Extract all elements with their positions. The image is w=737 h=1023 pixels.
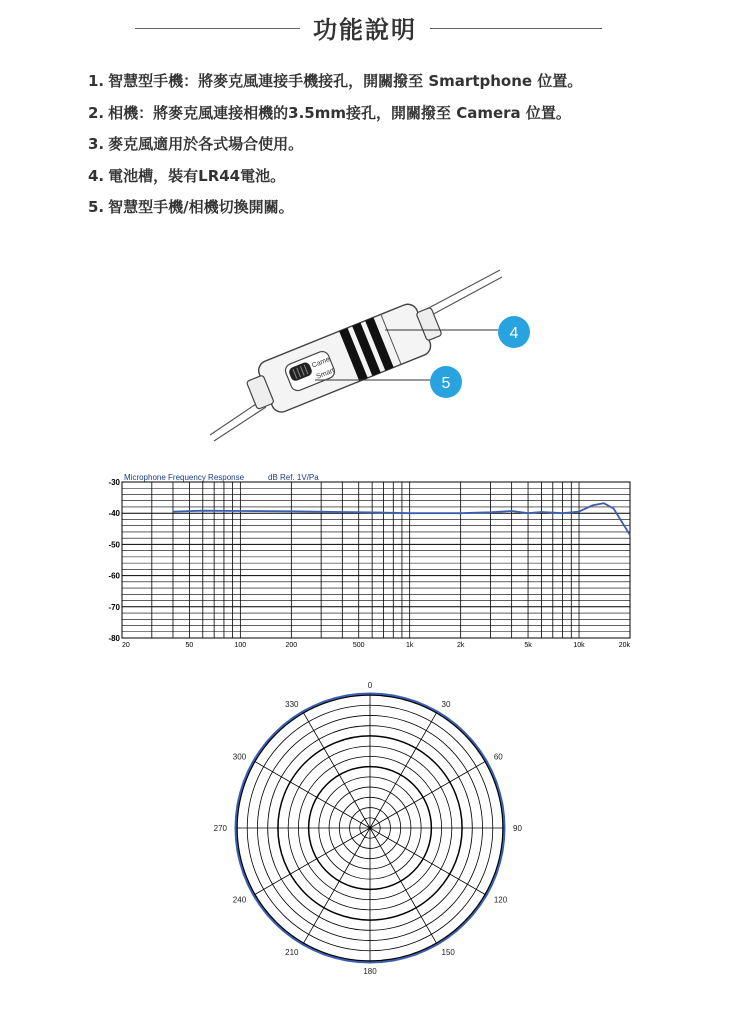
feature-text: 智慧型手機/相機切換開關。 xyxy=(108,198,294,216)
feature-item xyxy=(88,129,708,161)
y-tick-label: -50 xyxy=(108,540,120,550)
polar-angle-label: 150 xyxy=(441,947,455,957)
polar-spoke xyxy=(370,762,485,829)
feature-text: 電池槽，裝有LR44電池。 xyxy=(108,166,286,185)
page-title: 功能說明 xyxy=(313,16,417,44)
feature-item xyxy=(88,192,708,224)
polar-angle-label: 120 xyxy=(493,895,508,905)
x-tick-label: 5k xyxy=(524,642,532,649)
polar-spoke xyxy=(255,762,370,829)
feature-text: 相機：將麥克風連接相機的3.5mm接孔，開關撥至 Camera 位置。 xyxy=(108,103,571,122)
feature-number: 4. xyxy=(88,166,105,185)
feature-number: 3. xyxy=(88,135,105,153)
y-tick-label: -80 xyxy=(108,634,120,643)
feature-number: 5. xyxy=(88,198,105,216)
polar-spoke xyxy=(304,828,371,943)
switch-label-smartphone: Smart xyxy=(315,367,336,381)
polar-spoke xyxy=(370,828,437,943)
polar-angle-label: 60 xyxy=(493,752,503,762)
polar-grid xyxy=(237,695,503,961)
feature-text: 智慧型手機：將麥克風連接手機接孔，開關撥至 Smartphone 位置。 xyxy=(108,72,583,90)
polar-angle-label: 210 xyxy=(285,947,299,957)
feature-number: 1. xyxy=(88,72,105,90)
polar-angle-label: 270 xyxy=(213,824,227,833)
frequency-response-chart xyxy=(100,470,640,655)
chart-reference: dB Ref. 1V/Pa xyxy=(268,473,319,482)
title-divider-right xyxy=(430,28,602,29)
x-tick-label: 20 xyxy=(122,642,130,649)
feature-item xyxy=(88,161,708,193)
switch-label-camera: Came xyxy=(311,356,331,370)
polar-angle-label: 300 xyxy=(232,752,247,762)
x-tick-label: 10k xyxy=(573,642,585,649)
y-tick-label: -70 xyxy=(108,602,120,612)
x-tick-label: 200 xyxy=(285,642,298,649)
section-header xyxy=(0,8,737,48)
x-tick-label: 50 xyxy=(185,642,194,649)
x-tick-label: 1k xyxy=(405,642,414,649)
polar-angle-label: 90 xyxy=(513,824,522,833)
polar-angle-label: 180 xyxy=(363,967,377,976)
y-tick-label: -30 xyxy=(108,478,120,487)
polar-spoke xyxy=(255,828,370,895)
polar-spoke xyxy=(370,713,437,828)
x-tick-label: 2k xyxy=(456,642,465,649)
x-tick-label: 100 xyxy=(234,642,247,649)
feature-text: 麥克風適用於各式場合使用。 xyxy=(108,135,304,153)
y-axis-ticks xyxy=(108,478,120,643)
callout-5-label: 5 xyxy=(441,375,451,392)
microphone-illustration xyxy=(200,265,540,445)
feature-item xyxy=(88,98,708,130)
y-tick-label: -60 xyxy=(108,571,120,581)
polar-angle-labels xyxy=(214,681,523,976)
polar-angle-label: 30 xyxy=(441,700,451,710)
x-tick-label: 20k xyxy=(618,642,630,649)
chart-title: Microphone Frequency Response xyxy=(124,473,245,482)
polar-angle-label: 0 xyxy=(367,681,373,690)
polar-spoke xyxy=(304,713,371,828)
y-tick-label: -40 xyxy=(108,509,120,519)
feature-number: 2. xyxy=(88,103,105,122)
polar-pattern-chart xyxy=(200,672,540,987)
x-axis-ticks xyxy=(122,642,630,649)
polar-angle-label: 240 xyxy=(232,895,247,905)
polar-angle-label: 330 xyxy=(285,700,299,710)
x-tick-label: 500 xyxy=(352,642,365,649)
feature-item xyxy=(88,66,708,98)
callout-4-label: 4 xyxy=(509,325,519,342)
title-divider-left xyxy=(135,28,300,29)
feature-list xyxy=(88,66,708,224)
polar-spoke xyxy=(370,828,485,895)
